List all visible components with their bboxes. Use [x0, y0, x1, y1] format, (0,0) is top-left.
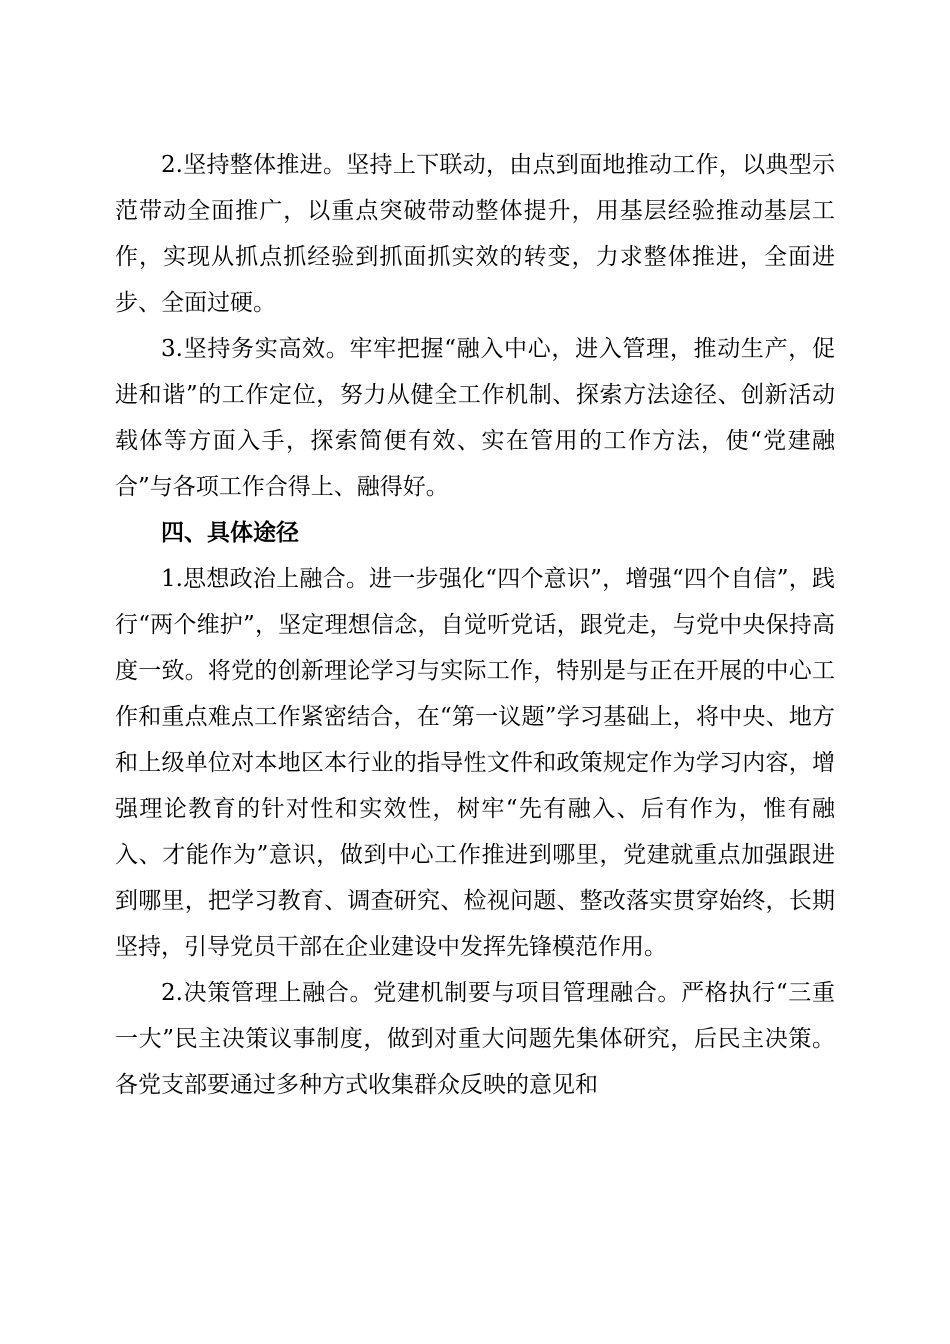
- paragraph-ideological-integration: 1.思想政治上融合。进一步强化“四个意识”，增强“四个自信”，践行“两个维护”，坚定理想信念，自觉听党话，跟党走，与党中央保持高度一致。将党的创新理论学习与实际工作，特别是与正在开展的中心工作和重点难点工作紧密结合，在“第一议题”学习基础上，将中央、地方和上级单位对本地区本行业的指导性文件和政策规定作为学习内容，增强理论教育的针对性和实效性，树牢“先有融入、后有作为，惟有融入、才能作为”意识，做到中心工作推进到哪里，党建就重点加强跟进到哪里，把学习教育、调查研究、检视问题、整改落实贯穿始终，长期坚持，引导党员干部在企业建设中发挥先锋模范作用。: [115, 566, 835, 960]
- paragraph-adhere-practical-efficiency: 3.坚持务实高效。牢牢把握“融入中心，进入管理，推动生产，促进和谐”的工作定位，努力从健全工作机制、探索方法途径、创新活动载体等方面入手，探索简便有效、实在管用的工作方法，使“党建融合”与各项工作合得上、融得好。: [115, 336, 835, 500]
- section-heading-specific-approaches: 四、具体途径: [161, 520, 299, 546]
- paragraph-adhere-overall-advance: 2.坚持整体推进。坚持上下联动，由点到面地推动工作，以典型示范带动全面推广，以重点突破带动整体提升，用基层经验推动基层工作，实现从抓点抓经验到抓面抓实效的转变，力求整体推进，全面进步、全面过硬。: [115, 152, 835, 316]
- document-body: [115, 142, 835, 1108]
- paragraph-decision-management-integration: 2.决策管理上融合。党建机制要与项目管理融合。严格执行“三重一大”民主决策议事制度，做到对重大问题先集体研究，后民主决策。各党支部要通过多种方式收集群众反映的意见和: [115, 980, 835, 1098]
